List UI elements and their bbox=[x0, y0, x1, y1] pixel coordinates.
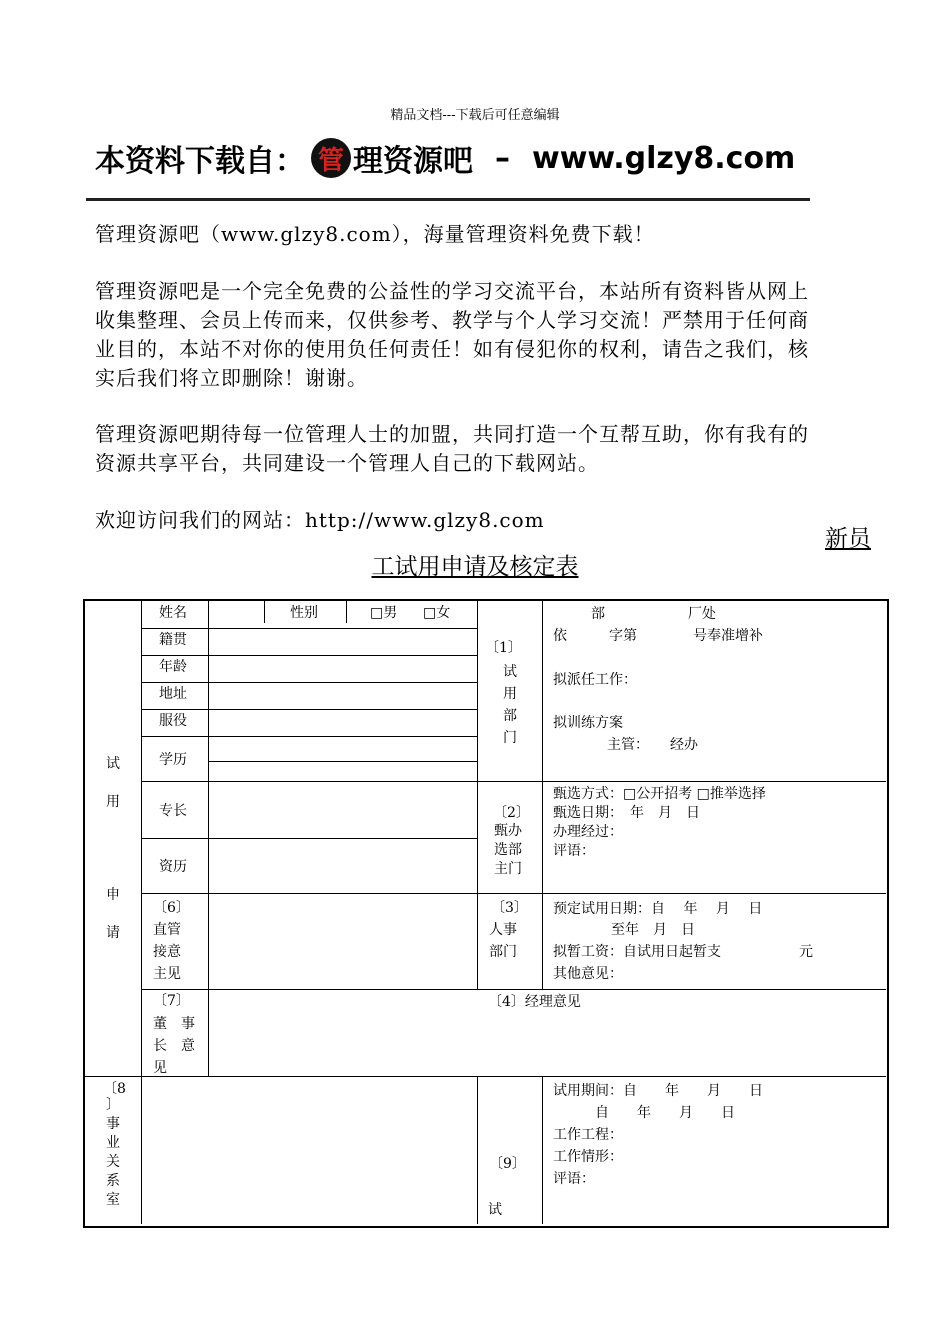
s3-salary: 拟暂工资：自试用日起暂支 bbox=[553, 944, 721, 960]
apply-col-1: 试 bbox=[106, 756, 120, 772]
s9-label: 试 bbox=[488, 1202, 502, 1218]
form-title-line2: 工试用申请及核定表 bbox=[371, 554, 579, 580]
s8-number: 〔8 bbox=[103, 1081, 126, 1097]
apply-col-4: 请 bbox=[106, 925, 120, 941]
s9-status: 工作情形： bbox=[553, 1149, 623, 1165]
name-label: 姓名 bbox=[159, 605, 187, 621]
s7-label-1: 董 事 bbox=[153, 1016, 195, 1032]
gender-label: 性别 bbox=[290, 605, 318, 621]
s6-number: 〔6〕 bbox=[153, 900, 190, 916]
s3-yuan: 元 bbox=[799, 944, 813, 960]
form-title-line1: 新员 bbox=[825, 526, 871, 552]
intro-paragraph-1: 管理资源吧（www.glzy8.com），海量管理资料免费下载！ bbox=[95, 222, 655, 246]
s9-number: 〔9〕 bbox=[489, 1156, 526, 1172]
s9-period: 试用期间：自 年 月 日 bbox=[553, 1083, 763, 1099]
s6-label-1: 直管 bbox=[153, 922, 181, 938]
s1-number: 〔1〕 bbox=[485, 640, 522, 656]
s3-label-2: 部门 bbox=[489, 944, 517, 960]
banner-url: www.glzy8.com bbox=[532, 140, 796, 176]
s3-other: 其他意见： bbox=[553, 966, 623, 982]
s9-project: 工作工程： bbox=[553, 1127, 623, 1143]
s1-label-2: 用 bbox=[503, 686, 517, 702]
female-checkbox[interactable]: □女 bbox=[423, 605, 451, 621]
s8-label-1: 〕 bbox=[106, 1097, 120, 1113]
s1-approval: 依 字第 号奉准增补 bbox=[553, 628, 763, 644]
s9-comment: 评语： bbox=[553, 1171, 595, 1187]
name-field[interactable] bbox=[211, 604, 261, 622]
s2-number: 〔2〕 bbox=[493, 805, 530, 821]
s6-label-2: 接意 bbox=[153, 944, 181, 960]
apply-col-3: 申 bbox=[106, 887, 120, 903]
s2-label-3: 主门 bbox=[494, 861, 522, 877]
s4-manager-opinion: 〔4〕经理意见 bbox=[488, 994, 581, 1010]
service-label: 服役 bbox=[159, 713, 187, 729]
s1-factory: 厂处 bbox=[688, 606, 716, 622]
male-checkbox[interactable]: □男 bbox=[370, 605, 398, 621]
site-logo-icon: 管 bbox=[311, 138, 351, 178]
header-note: 精品文档---下载后可任意编辑 bbox=[390, 108, 560, 123]
s8-label-2: 事 bbox=[106, 1116, 120, 1132]
s6-label-3: 主见 bbox=[153, 966, 181, 982]
s8-label-3: 业 bbox=[106, 1135, 120, 1151]
intro-paragraph-2: 管理资源吧是一个完全免费的公益性的学习交流平台，本站所有资料皆从网上收集整理、会员上传而来，仅供参考、教学与个人学习交流！严禁用于任何商业目的，本站不对你的使用负任何责任！如有侵犯你的权利，请告之我们，核实后我们将立即删除！谢谢。 bbox=[95, 279, 809, 390]
s9-from: 自 年 月 日 bbox=[595, 1105, 735, 1121]
s1-signs: 主管： 经办 bbox=[607, 737, 698, 753]
s1-dept: 部 bbox=[591, 606, 605, 622]
s8-label-4: 关 bbox=[106, 1154, 120, 1170]
education-label: 学历 bbox=[159, 752, 187, 768]
banner-prefix: 本资料下载自： bbox=[95, 144, 305, 179]
origin-label: 籍贯 bbox=[159, 632, 187, 648]
s7-label-3: 见 bbox=[153, 1060, 167, 1076]
s2-label-1: 甄办 bbox=[494, 823, 522, 839]
intro-paragraph-3: 管理资源吧期待每一位管理人士的加盟，共同打造一个互帮互助，你有我有的资源共享平台，共同建设一个管理人自己的下载网站。 bbox=[95, 422, 809, 475]
s3-label-1: 人事 bbox=[489, 922, 517, 938]
banner-dash: – bbox=[495, 140, 510, 176]
s1-label-4: 门 bbox=[503, 730, 517, 746]
apply-col-2: 用 bbox=[106, 794, 120, 810]
banner-divider bbox=[86, 198, 810, 201]
download-banner bbox=[95, 136, 795, 180]
age-label: 年龄 bbox=[159, 659, 187, 675]
s2-label-2: 选部 bbox=[494, 842, 522, 858]
s7-label-2: 长 意 bbox=[153, 1038, 195, 1054]
s1-assign: 拟派任工作： bbox=[553, 672, 637, 688]
s8-label-6: 室 bbox=[106, 1192, 120, 1208]
specialty-label: 专长 bbox=[159, 803, 187, 819]
s3-date: 预定试用日期：自 年 月 日 bbox=[553, 901, 763, 917]
intro-website: 欢迎访问我们的网站：http://www.glzy8.com bbox=[95, 508, 545, 532]
s2-method: 甄选方式：□公开招考 □推举选择 bbox=[553, 786, 766, 802]
s7-number: 〔7〕 bbox=[153, 993, 190, 1009]
s1-label-1: 试 bbox=[503, 664, 517, 680]
s1-label-3: 部 bbox=[503, 708, 517, 724]
s2-handler: 办理经过： bbox=[553, 824, 623, 840]
s3-to: 至年 月 日 bbox=[611, 922, 695, 938]
banner-site-name: 理资源吧 bbox=[353, 144, 473, 179]
s3-number: 〔3〕 bbox=[491, 900, 528, 916]
application-form bbox=[83, 599, 889, 1228]
s8-label-5: 系 bbox=[106, 1173, 120, 1189]
s1-training: 拟训练方案 bbox=[553, 715, 623, 731]
address-label: 地址 bbox=[159, 686, 187, 702]
s2-date: 甄选日期： 年 月 日 bbox=[553, 805, 700, 821]
experience-label: 资历 bbox=[159, 859, 187, 875]
s2-comment: 评语： bbox=[553, 843, 595, 859]
